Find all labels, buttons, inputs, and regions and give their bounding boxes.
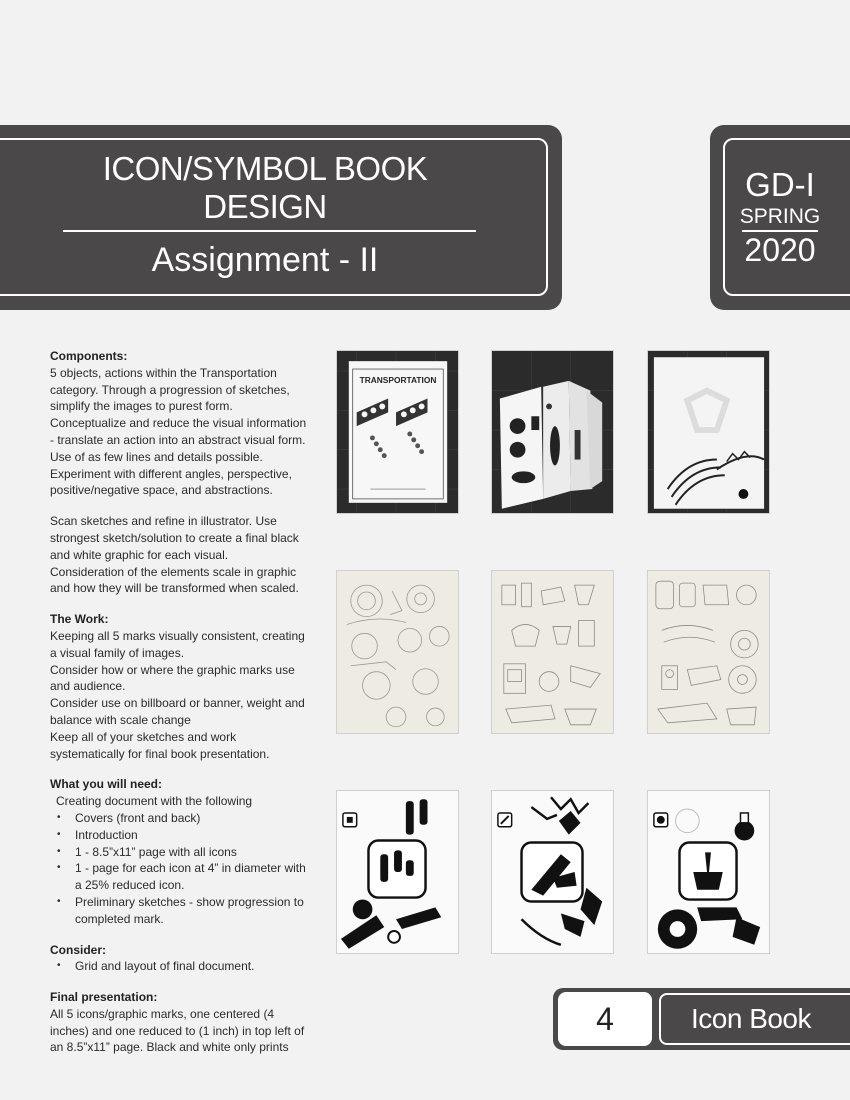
course-term: SPRING [739, 205, 821, 228]
scan-text-1: Scan sketches and refine in illustrator. Use strongest sketch/solution to create a final black and white graphic for each visual. [50, 514, 299, 562]
need-list [50, 810, 312, 928]
icon-page-2 [491, 790, 614, 954]
list-item: • Introduction [50, 827, 312, 844]
title-line-2: DESIGN [203, 188, 327, 225]
book-cover-illustration [337, 351, 458, 513]
consider-heading: Consider: [50, 942, 107, 957]
footer-section-title: Icon Book [690, 1003, 812, 1034]
consider-list [50, 958, 312, 975]
book-spread-illustration [492, 351, 613, 513]
final-heading: Final presentation: [50, 990, 158, 1005]
book-back-illustration [648, 351, 769, 513]
need-heading: What you will need: [50, 777, 163, 792]
final-text: All 5 icons/graphic marks, one centered (4 inches) and one reduced to (1 inch) in top left of an 8.5”x11” page. Black and white only prints [50, 1006, 305, 1055]
components-heading: Components: [50, 349, 128, 363]
page-number: 4 [558, 992, 652, 1046]
course-code: GD-I [745, 166, 815, 203]
title-divider [63, 230, 476, 232]
icon-page-2-drawing [492, 791, 613, 953]
icon-page-1 [336, 790, 459, 954]
sketch-page-3 [647, 570, 770, 734]
sketch-page-3-drawing [648, 571, 769, 733]
sketch-page-2-drawing [492, 571, 613, 733]
list-item: • Preliminary sketches - show progression to completed mark. [50, 894, 312, 928]
cover-label: TRANSPORTATION [359, 374, 437, 385]
assignment-brief [50, 348, 312, 1056]
work-line: Keeping all 5 marks visually consistent, creating a visual family of images. [50, 628, 305, 660]
course-year: 2020 [744, 232, 816, 268]
icon-page-1-drawing [337, 791, 458, 953]
components-text: 5 objects, actions within the Transportation category. Through a progression of sketches, simplify the images to purest form. Conceptualize and reduce the visual information - translate an action into an abstract visual form. Use of as few lines and details possible. Experiment with different angles, perspective, positive/negative space, and abstractions. [50, 365, 307, 498]
work-line: Consider use on billboard or banner, weight and balance with scale change [50, 696, 305, 727]
title-line-1: ICON/SYMBOL BOOK [102, 150, 428, 187]
sketch-page-1-drawing [337, 571, 458, 733]
list-item: • Grid and layout of final document. [50, 958, 312, 975]
list-item: • 1 - 8.5”x11” page with all icons [50, 844, 312, 861]
assignment-title [40, 150, 490, 226]
list-item: • 1 - page for each icon at 4” in diameter with a 25% reduced icon. [50, 860, 312, 894]
sketch-page-2 [491, 570, 614, 734]
book-back-photo [647, 350, 770, 514]
list-item: • Covers (front and back) [50, 810, 312, 827]
book-spread-photo [491, 350, 614, 514]
book-cover-photo [336, 350, 459, 514]
icon-page-3-drawing [648, 791, 769, 953]
scan-text-2: Consideration of the elements scale in graphic and how they will be transformed when scaled. [50, 564, 299, 596]
icon-page-3 [647, 790, 770, 954]
work-line: Keep all of your sketches and work systematically for final book presentation. [50, 729, 270, 761]
assignment-subtitle: Assignment - II [151, 241, 379, 279]
need-lead: Creating document with the following [56, 794, 253, 809]
work-heading: The Work: [50, 612, 109, 627]
sketch-page-1 [336, 570, 459, 734]
work-line: Consider how or where the graphic marks use and audience. [50, 662, 295, 694]
